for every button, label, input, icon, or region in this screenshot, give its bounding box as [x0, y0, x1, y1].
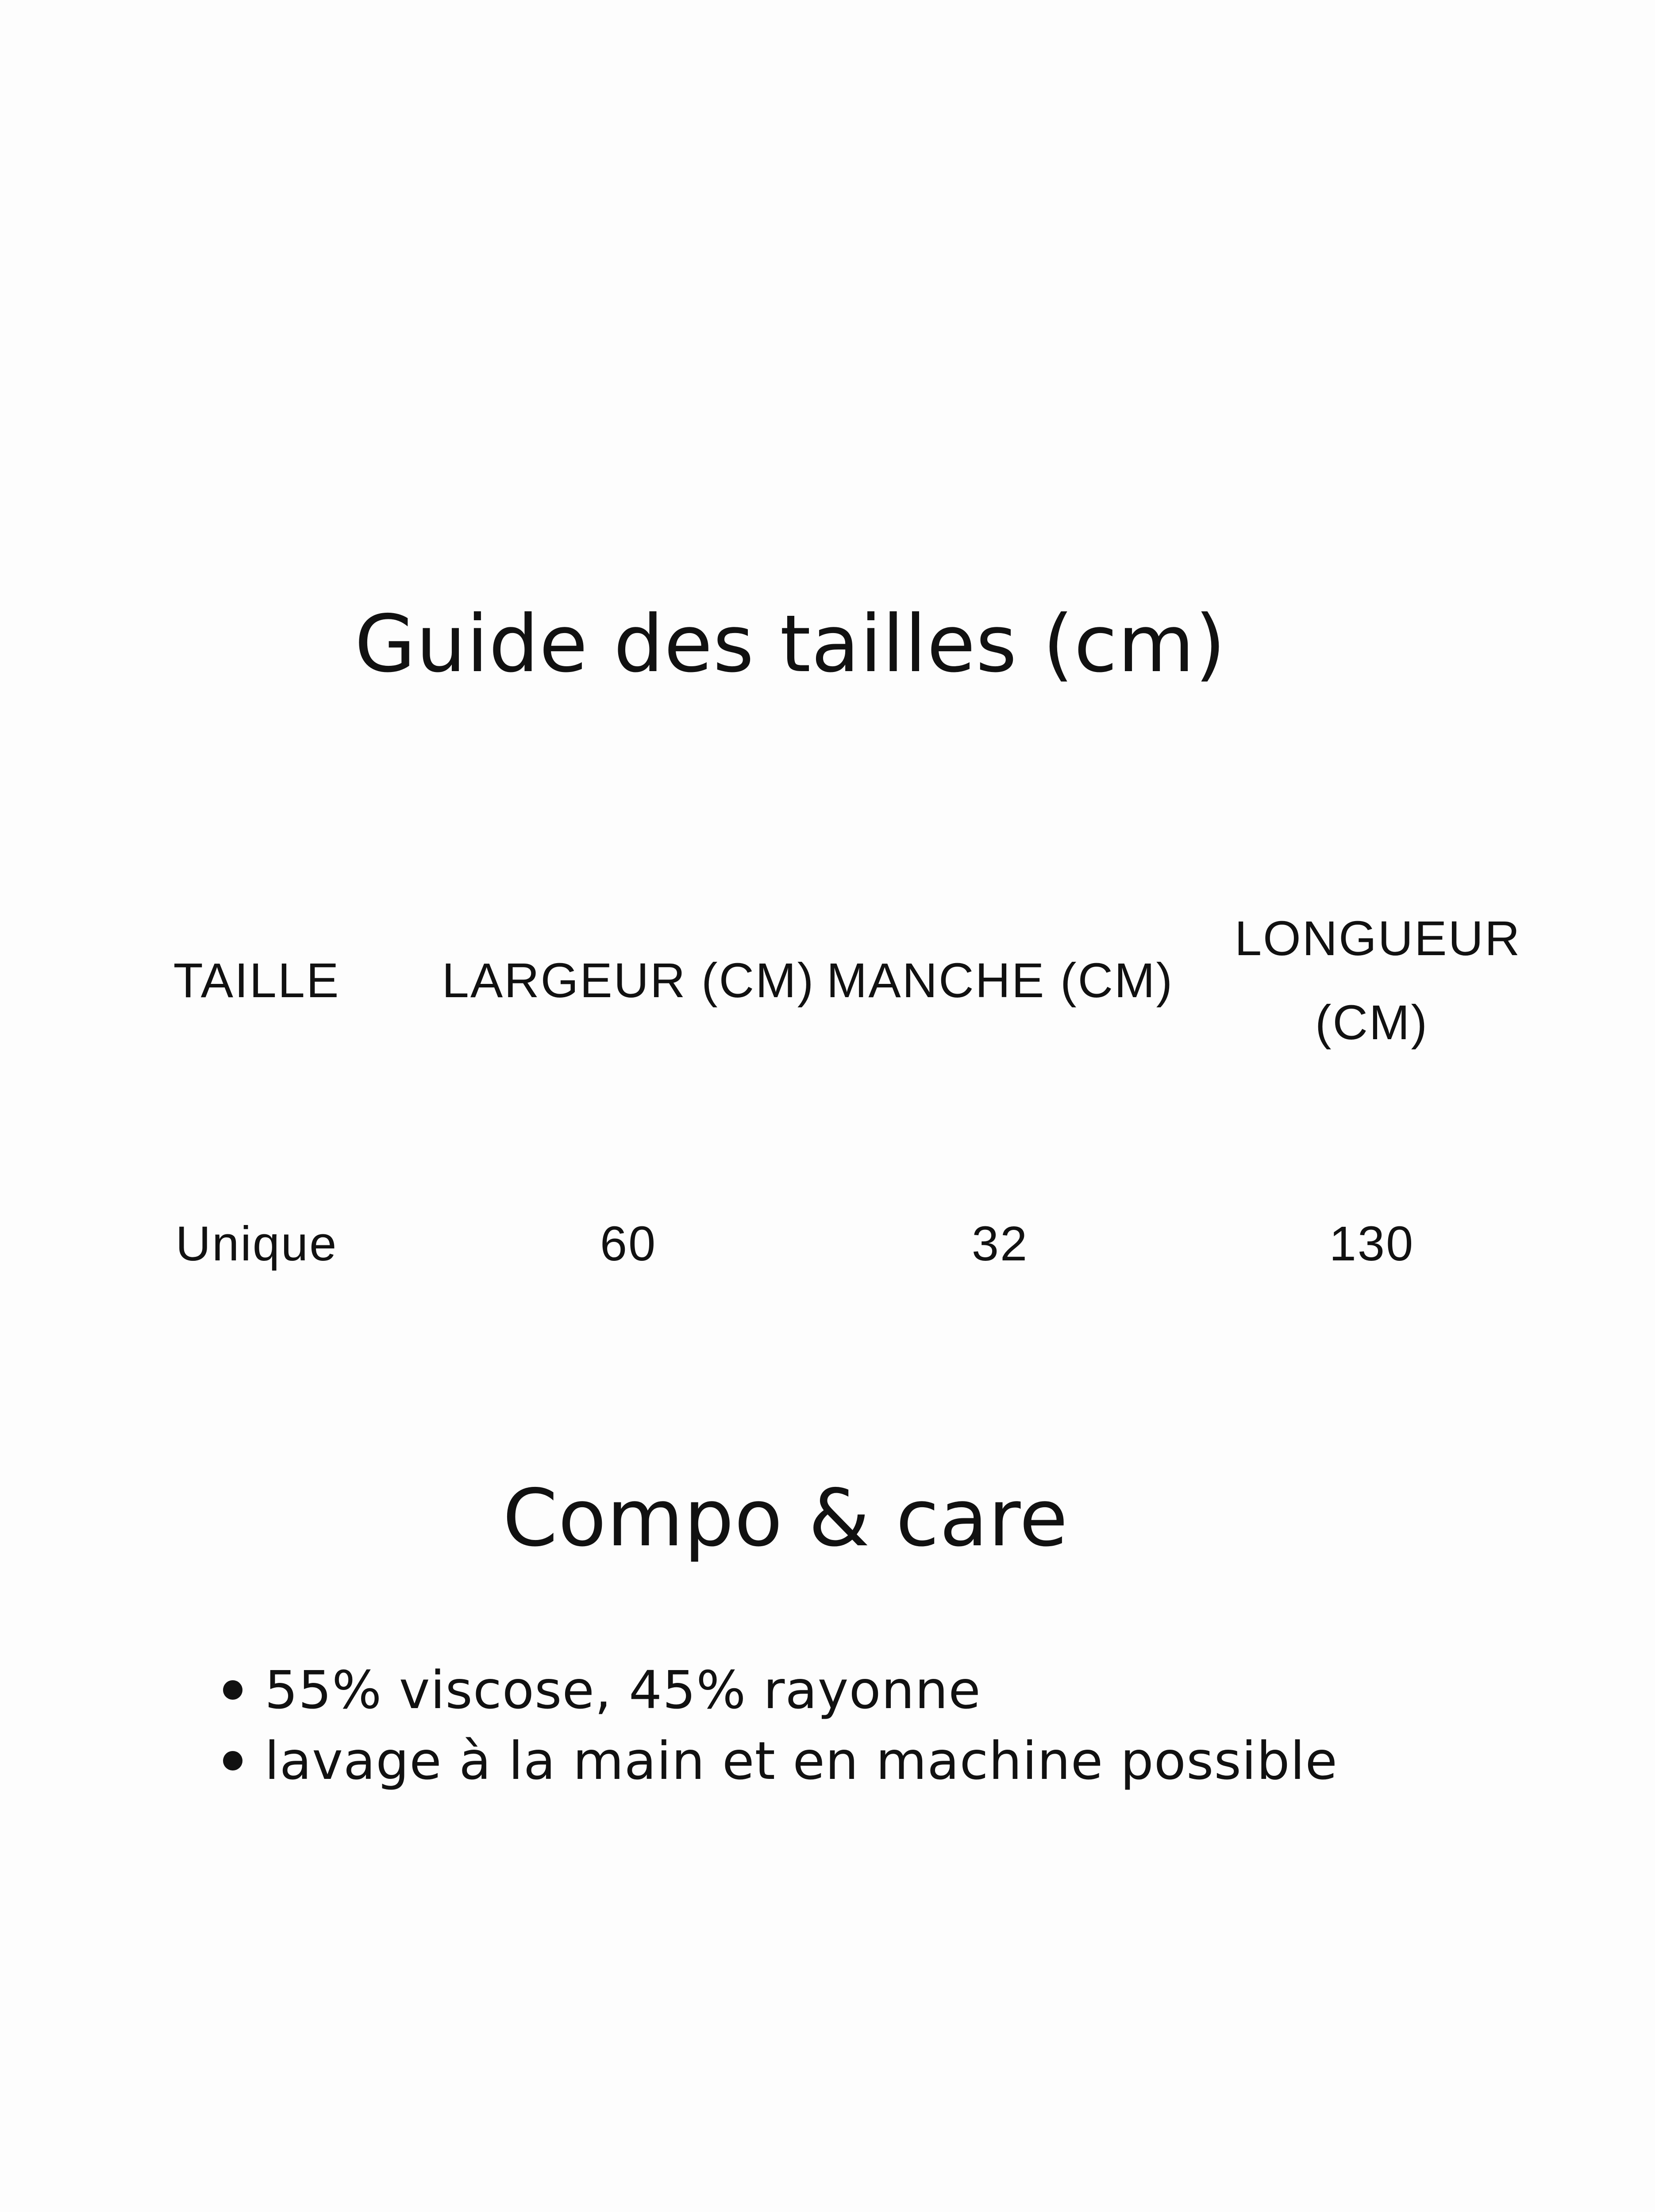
list-item-text: lavage à la main et en machine possible [265, 1730, 1338, 1791]
compo-care-list [217, 1655, 1338, 1796]
list-item [217, 1655, 1338, 1725]
table-cell-longueur: 130 [1329, 1217, 1415, 1271]
table-cell-manche: 32 [971, 1217, 1029, 1271]
table-header-largeur: LARGEUR (CM) [442, 953, 815, 1008]
list-item [217, 1725, 1338, 1796]
bullet-icon [223, 1751, 242, 1770]
table-header-taille: TAILLE [173, 953, 340, 1008]
table-header-manche: MANCHE (CM) [826, 953, 1174, 1008]
size-guide-title: Guide des tailles (cm) [354, 598, 1226, 690]
table-cell-taille: Unique [175, 1217, 338, 1271]
compo-care-title: Compo & care [502, 1472, 1069, 1564]
table-cell-largeur: 60 [600, 1217, 657, 1271]
bullet-icon [223, 1680, 242, 1700]
list-item-text: 55% viscose, 45% rayonne [265, 1659, 981, 1720]
table-header-longueur: LONGUEUR (CM) [1235, 911, 1521, 1050]
